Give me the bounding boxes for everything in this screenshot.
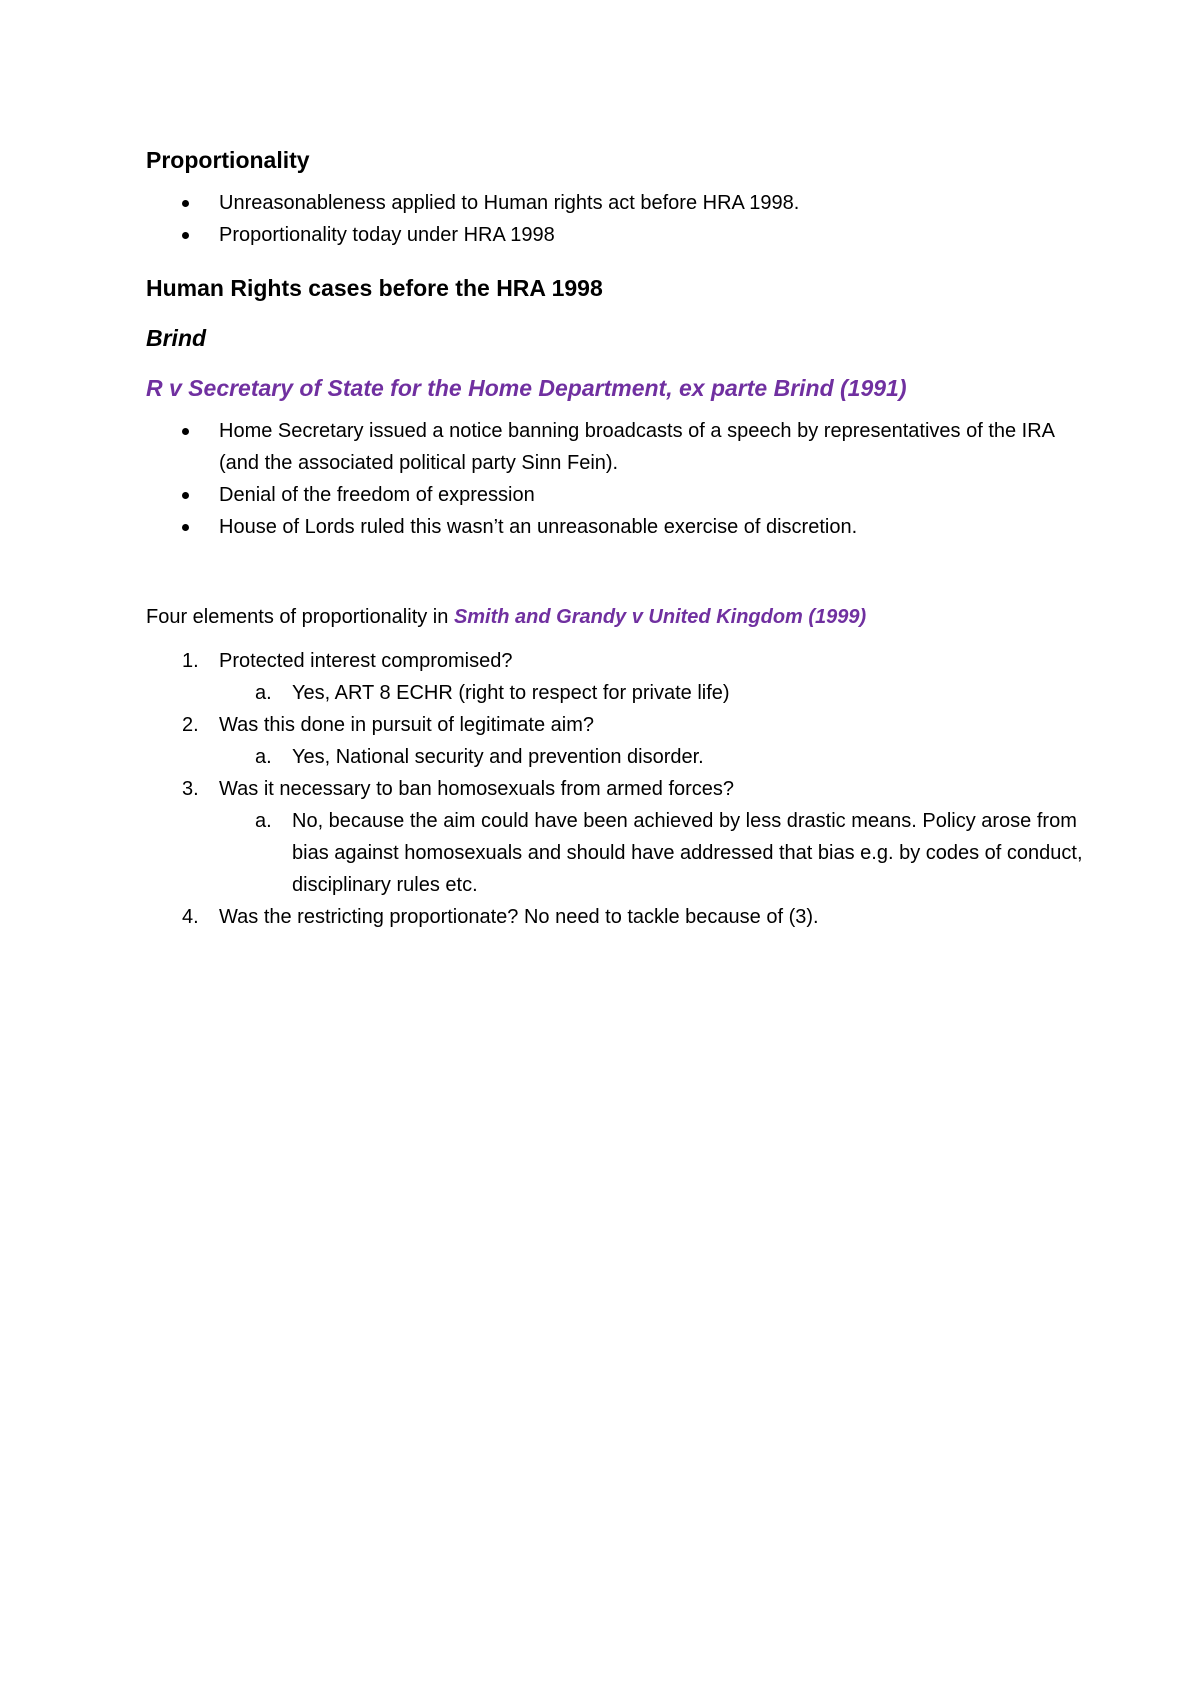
bullet-item — [146, 187, 1086, 219]
numbered-item — [146, 773, 1086, 901]
bullet-dot-icon — [182, 200, 189, 207]
bullet-list-proportionality — [146, 187, 1086, 251]
heading-case-short: Brind — [146, 325, 207, 351]
bullet-dot-icon — [182, 492, 189, 499]
bullet-text: Home Secretary issued a notice banning broadcasts of a speech by representatives of the IRA (and the associated political party Sinn Fein). — [219, 420, 1054, 474]
bullet-dot-icon — [182, 524, 189, 531]
item-text: Was it necessary to ban homosexuals from armed forces? — [219, 778, 735, 800]
heading-proportionality: Proportionality — [146, 147, 310, 173]
numbered-list-elements — [146, 645, 1086, 933]
intro-text: Four elements of proportionality in — [146, 606, 454, 628]
heading-human-rights-cases: Human Rights cases before the HRA 1998 — [146, 275, 603, 301]
bullet-list-brind — [146, 415, 1086, 543]
heading-case-full: R v Secretary of State for the Home Department, ex parte Brind (1991) — [146, 375, 907, 401]
bullet-item — [146, 219, 1086, 251]
bullet-dot-icon — [182, 428, 189, 435]
item-text: Was the restricting proportionate? No need to tackle because of (3). — [219, 906, 819, 928]
bullet-dot-icon — [182, 232, 189, 239]
sub-item-letter: a. — [255, 682, 272, 704]
sub-item-text: No, because the aim could have been achieved by less drastic means. Policy arose from bias against homosexuals and should have addressed that bias e.g. by codes of conduct, disciplinary rules etc. — [292, 810, 1083, 896]
sub-item — [219, 741, 1086, 773]
sub-list — [219, 805, 1086, 901]
bullet-item — [146, 479, 1086, 511]
numbered-item — [146, 901, 1086, 933]
item-number: 2. — [182, 714, 199, 736]
sub-item — [219, 805, 1086, 901]
sub-item-letter: a. — [255, 746, 272, 768]
sub-list — [219, 741, 1086, 773]
document-body — [146, 145, 1086, 933]
sub-item-text: Yes, ART 8 ECHR (right to respect for private life) — [292, 682, 730, 704]
bullet-text: Proportionality today under HRA 1998 — [219, 224, 555, 246]
bullet-item — [146, 511, 1086, 543]
spacer — [146, 565, 1086, 601]
item-text: Was this done in pursuit of legitimate aim? — [219, 714, 594, 736]
bullet-text: House of Lords ruled this wasn’t an unreasonable exercise of discretion. — [219, 516, 858, 538]
bullet-item — [146, 415, 1086, 479]
sub-item-text: Yes, National security and prevention disorder. — [292, 746, 704, 768]
bullet-text: Denial of the freedom of expression — [219, 484, 535, 506]
numbered-item — [146, 645, 1086, 709]
bullet-text: Unreasonableness applied to Human rights act before HRA 1998. — [219, 192, 800, 214]
intro-paragraph — [146, 601, 1086, 633]
item-number: 4. — [182, 906, 199, 928]
sub-item-letter: a. — [255, 810, 272, 832]
sub-item — [219, 677, 1086, 709]
sub-list — [219, 677, 1086, 709]
item-number: 3. — [182, 778, 199, 800]
item-text: Protected interest compromised? — [219, 650, 513, 672]
item-number: 1. — [182, 650, 199, 672]
intro-case-name: Smith and Grandy v United Kingdom (1999) — [453, 606, 867, 628]
numbered-item — [146, 709, 1086, 773]
